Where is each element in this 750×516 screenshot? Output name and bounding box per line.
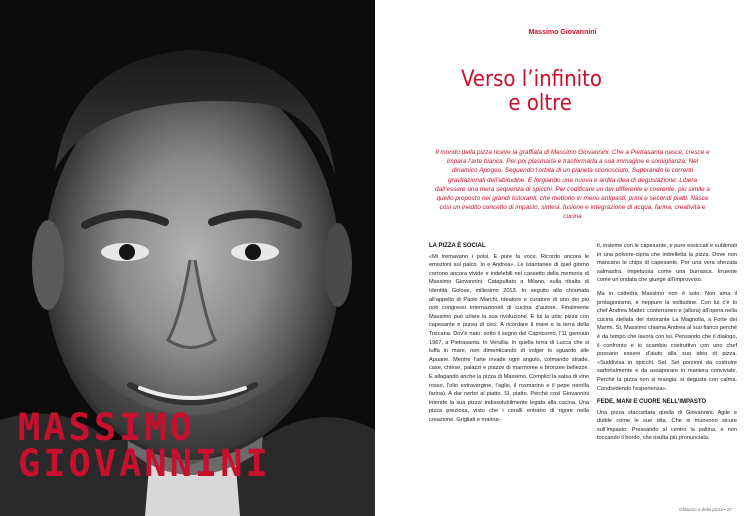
name-line-last: GIOVANNINI: [18, 442, 271, 485]
body-paragraph: Una pizza sfaccettata quella di Giovannini. Agile e duttile come le sue dita. Che si muovono sicure sull’impasto. Pressando al centro la pallina, e non toccando il bordo, che risulta più pronunciata.: [597, 409, 737, 442]
right-page-article: [375, 0, 750, 516]
body-paragraph: Ma in cattedra Massimo non è solo. Non ama il protagonismo, e neppure la solitudine. Con lui c’è lo chef Andrea Mattei: conterraneo e (allora) all’opera nella cucina stellata del ristorante La Magnolia, a Forte dei Marmi. Sì, Massimo chiama Andrea al suo fianco perché è da tempo che lavora con lui. Pensando che il dialogo, il confronto e lo scambio costruttivo con uno chef possano essere d’aiuto alla sua idea di pizza. «Suddivisa in spicchi. Sei. Sei porzioni da costruire sartorialmente e da assaporare in maniera conviviale. Perché la pizza non si mangia: si degusta con calma. Condividendo l’esperienza».: [597, 290, 737, 392]
body-paragraph: ti, insieme con le capesante, e pure essiccati e sublimati in una polvere-cipria che imbelletta la pizza. Dove non mancano le chips di capesante. Per una vera sferzata salmastra. Impetuosa come una burrasca. Irruente come un’ondata che giunge all’improvviso.: [597, 243, 737, 284]
article-headline: [415, 68, 730, 116]
text-column-1: [429, 242, 589, 429]
section-heading-impasto: FEDE, MANI E CUORE NELL’IMPASTO: [597, 399, 707, 406]
text-column-2: [597, 242, 737, 448]
section-heading-social: LA PIZZA È SOCIAL: [429, 243, 486, 249]
running-head: Massimo Giovannini: [528, 29, 597, 36]
page-footer: Ghiaccio e della pizza • 27: [679, 507, 732, 512]
headline-line-1: Verso l’infinito: [460, 67, 602, 92]
body-paragraph: «Mi tremavano i polsi. E pure la voce. Ricordo ancora le emozioni sul palco. Io e Andrea». Le istantanee di quel giorno corrono ancora vivide e indelebili nel cassetto della memoria di Massimo Giovannini. Catapultato a Milano, sulla ribalta di Identità Golose, millesimo 2013. In seguito alla chiamata all’appello di Paolo Marchi, ideatore e curatore di uno dei più noti congressi internazionali di cucina d’autore. Finalmente Massimo può urlare la sua rivoluzione. E lui la urla: pizza con capesante e purea di ceci. A ricordare il mare e la terra della Toscana. Dov’è nato: sotto il segno del Capricorno, l’11 gennaio 1967, a Pietrasanta. In Versilia. In quella terra di Lucca che si tuffa in mare, non dimenticando di volger lo sguardo alle Apuane. Mentre l’arte invade ogni angolo, colmando strade, case, chiese, palazzi e piazze di marmoree e bronzee bellezze. E allagando anche la pizza di Massimo. Complici la salsa di vino rosso, l’olio extravergine, l’aglio, il rosmarino e il pepe nerolla farina). A dar nerbo al piatto. Sì, piatto. Perché così Giovannini intende la sua pizza: indissolubilmente legata alla cucina. Una pizza preziosa, visto che i coralli entrano di rigore nella creazione. Grigliati e marina-: [429, 253, 589, 423]
chef-name-overlay: [18, 406, 271, 485]
name-line-first: MASSIMO: [18, 406, 195, 449]
headline-line-2: e oltre: [508, 91, 572, 116]
standfirst-intro: Il mondo della pizza riceve la graffiata di Massimo Giovannini. Che a Pietrasanta nasce, cresce e impara l’arte bianca. Per poi plasmarla e trasformarla a sua immagine e somiglianza. Nel dinamico Apogeo. Seguendo l’orbita di un pianeta sconosciuto. Superando le correnti gravitazionali dell’abitudine. E forgiando una nuova e ardita idea di degustazione: Libera dall’essere una mera sequenza di spicchi. Per codificare un iter differente e coerente, più simile a quello proposto nei grandi ristoranti, che mettono in menu antipasti, primi e secondi piatti. Nasce così un inedito concetto di impasto, sintesi, fusione e integrazione di acqua, farina, creatività e cucina: [435, 149, 710, 221]
